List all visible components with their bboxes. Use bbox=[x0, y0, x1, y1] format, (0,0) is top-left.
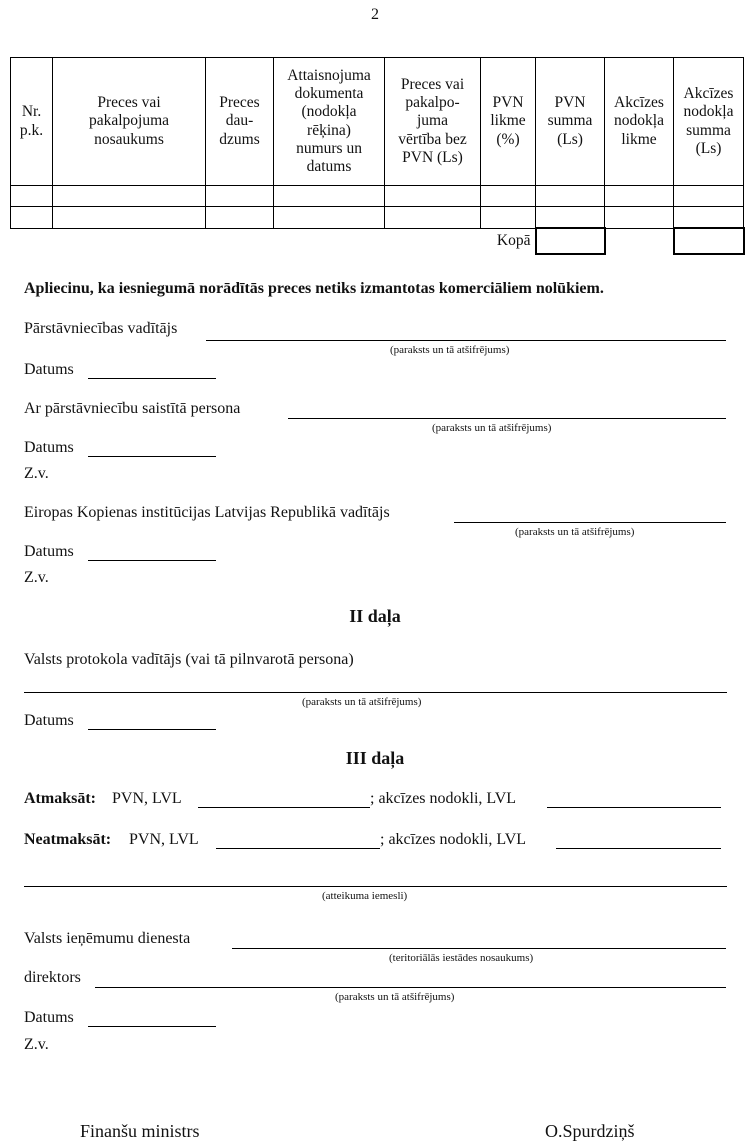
column-header-line: nosaukums bbox=[94, 130, 164, 148]
refund-pvn-label: PVN, LVL bbox=[112, 790, 182, 807]
territorial-office-line[interactable] bbox=[232, 948, 726, 949]
refusal-reason-line[interactable] bbox=[24, 886, 727, 887]
column-header bbox=[385, 58, 481, 186]
table-cell[interactable] bbox=[53, 207, 206, 229]
column-header bbox=[674, 58, 744, 186]
column-header-line: juma bbox=[417, 112, 448, 130]
datums-label: Datums bbox=[24, 1009, 74, 1026]
table-cell[interactable] bbox=[481, 186, 536, 207]
column-header-line: summa bbox=[547, 112, 593, 130]
column-header bbox=[481, 58, 536, 186]
no-refund-label: Neatmaksāt: bbox=[24, 831, 112, 848]
column-header-line: Preces vai bbox=[97, 94, 161, 112]
protocol-head-label: Valsts protokola vadītājs (vai tā pilnvarotā persona) bbox=[24, 651, 354, 668]
table-cell[interactable] bbox=[274, 186, 385, 207]
stamp-label: Z.v. bbox=[24, 1036, 49, 1053]
column-header-line: likme bbox=[490, 112, 526, 130]
column-header bbox=[274, 58, 385, 186]
datums-line[interactable] bbox=[88, 378, 216, 379]
table-cell[interactable] bbox=[481, 207, 536, 229]
table-cell[interactable] bbox=[674, 186, 744, 207]
column-header-line: likme bbox=[621, 130, 657, 148]
column-header-line: Nr. bbox=[21, 103, 42, 121]
column-header-line: datums bbox=[306, 158, 352, 176]
minister-name: O.Spurdziņš bbox=[545, 1121, 635, 1141]
column-header-line: dokumenta bbox=[294, 84, 364, 102]
director-label: direktors bbox=[24, 969, 81, 986]
datums-line[interactable] bbox=[88, 456, 216, 457]
column-header-line: PVN (Ls) bbox=[402, 148, 463, 166]
refund-label: Atmaksāt: bbox=[24, 790, 96, 807]
datums-label: Datums bbox=[24, 361, 74, 378]
column-header-line: Preces vai bbox=[400, 75, 465, 93]
stamp-label: Z.v. bbox=[24, 465, 49, 482]
ek-head-signature-line[interactable] bbox=[454, 522, 726, 523]
total-pvn-cell bbox=[536, 228, 605, 254]
column-header bbox=[536, 58, 605, 186]
vid-label: Valsts ieņēmumu dienesta bbox=[24, 930, 191, 947]
column-header-line: dzums bbox=[219, 130, 260, 148]
column-header-line: nodokļa bbox=[614, 112, 664, 130]
refusal-caption: (atteikuma iemesli) bbox=[322, 890, 408, 902]
section3-title: III daļa bbox=[345, 748, 405, 768]
column-header bbox=[206, 58, 274, 186]
column-header-line: Attaisnojuma bbox=[287, 66, 371, 84]
datums-line[interactable] bbox=[88, 1026, 216, 1027]
column-header-line: Preces bbox=[219, 94, 260, 112]
page-number: 2 bbox=[371, 6, 379, 23]
datums-line[interactable] bbox=[88, 729, 216, 730]
table-cell[interactable] bbox=[53, 186, 206, 207]
table-cell[interactable] bbox=[206, 207, 274, 229]
table-cell[interactable] bbox=[605, 207, 674, 229]
column-header bbox=[11, 58, 53, 186]
column-header bbox=[605, 58, 674, 186]
column-header-line: PVN bbox=[492, 94, 524, 112]
table-body bbox=[11, 186, 744, 229]
column-header-line: numurs un bbox=[296, 139, 362, 157]
certification-statement: Apliecinu, ka iesniegumā norādītās preces netiks izmantotas komerciāliem nolūkiem. bbox=[24, 280, 604, 297]
protocol-signature-line[interactable] bbox=[24, 692, 727, 693]
column-header-line: vērtība bez bbox=[398, 130, 467, 148]
column-header-line: (Ls) bbox=[557, 130, 583, 148]
column-header-line: (Ls) bbox=[695, 139, 722, 157]
column-header-line: Akcīzes bbox=[683, 84, 734, 102]
rep-head-label: Pārstāvniecības vadītājs bbox=[24, 320, 178, 337]
column-header-line: PVN bbox=[554, 94, 586, 112]
table-row bbox=[11, 207, 744, 229]
column-header-line: summa bbox=[686, 121, 731, 139]
signature-caption: (paraksts un tā atšifrējums) bbox=[335, 991, 455, 1003]
ek-head-label: Eiropas Kopienas institūcijas Latvijas Republikā vadītājs bbox=[24, 504, 390, 521]
related-person-label: Ar pārstāvniecību saistītā persona bbox=[24, 400, 241, 417]
signature-caption: (paraksts un tā atšifrējums) bbox=[302, 696, 422, 708]
table-cell[interactable] bbox=[11, 207, 53, 229]
refund-excise-line[interactable] bbox=[547, 807, 721, 808]
column-header-line: Akcīzes bbox=[614, 94, 664, 112]
table-cell[interactable] bbox=[385, 186, 481, 207]
stamp-label: Z.v. bbox=[24, 569, 49, 586]
director-signature-line[interactable] bbox=[95, 987, 726, 988]
datums-line[interactable] bbox=[88, 560, 216, 561]
goods-table bbox=[10, 57, 745, 255]
datums-label: Datums bbox=[24, 712, 74, 729]
column-header bbox=[53, 58, 206, 186]
signature-caption: (paraksts un tā atšifrējums) bbox=[390, 344, 510, 356]
total-label: Kopā bbox=[496, 232, 531, 250]
column-header-line: pakalpo- bbox=[405, 94, 460, 112]
no-refund-excise-label: ; akcīzes nodokli, LVL bbox=[380, 831, 527, 848]
signature-caption: (paraksts un tā atšifrējums) bbox=[515, 526, 635, 538]
column-header-line: (%) bbox=[496, 130, 520, 148]
related-person-signature-line[interactable] bbox=[288, 418, 726, 419]
minister-title: Finanšu ministrs bbox=[80, 1121, 200, 1141]
section2-title: II daļa bbox=[349, 606, 401, 626]
no-refund-pvn-label: PVN, LVL bbox=[129, 831, 199, 848]
table-row bbox=[11, 186, 744, 207]
table-cell[interactable] bbox=[536, 186, 605, 207]
table-cell[interactable] bbox=[274, 207, 385, 229]
column-header-line: rēķina) bbox=[307, 121, 351, 139]
rep-head-signature-line[interactable] bbox=[206, 340, 726, 341]
column-header-line: p.k. bbox=[19, 121, 44, 139]
column-header-line: dau- bbox=[225, 112, 254, 130]
table-cell[interactable] bbox=[11, 186, 53, 207]
table-cell[interactable] bbox=[674, 207, 744, 229]
total-empty-cell bbox=[605, 228, 674, 254]
column-header-line: (nodokļa bbox=[301, 103, 357, 121]
column-header-line: nodokļa bbox=[683, 103, 734, 121]
table-total-row bbox=[11, 228, 744, 254]
signature-caption: (paraksts un tā atšifrējums) bbox=[432, 422, 552, 434]
table-cell[interactable] bbox=[605, 186, 674, 207]
column-header-line: pakalpojuma bbox=[88, 112, 170, 130]
no-refund-excise-line[interactable] bbox=[556, 848, 721, 849]
table-cell[interactable] bbox=[385, 207, 481, 229]
datums-label: Datums bbox=[24, 543, 74, 560]
datums-label: Datums bbox=[24, 439, 74, 456]
table-cell[interactable] bbox=[536, 207, 605, 229]
table-cell[interactable] bbox=[206, 186, 274, 207]
refund-excise-label: ; akcīzes nodokli, LVL bbox=[370, 790, 517, 807]
territorial-caption: (teritoriālās iestādes nosaukums) bbox=[389, 952, 534, 964]
refund-pvn-line[interactable] bbox=[198, 807, 370, 808]
table-header-row bbox=[11, 58, 744, 186]
no-refund-pvn-line[interactable] bbox=[216, 848, 380, 849]
total-excise-cell bbox=[674, 228, 744, 254]
